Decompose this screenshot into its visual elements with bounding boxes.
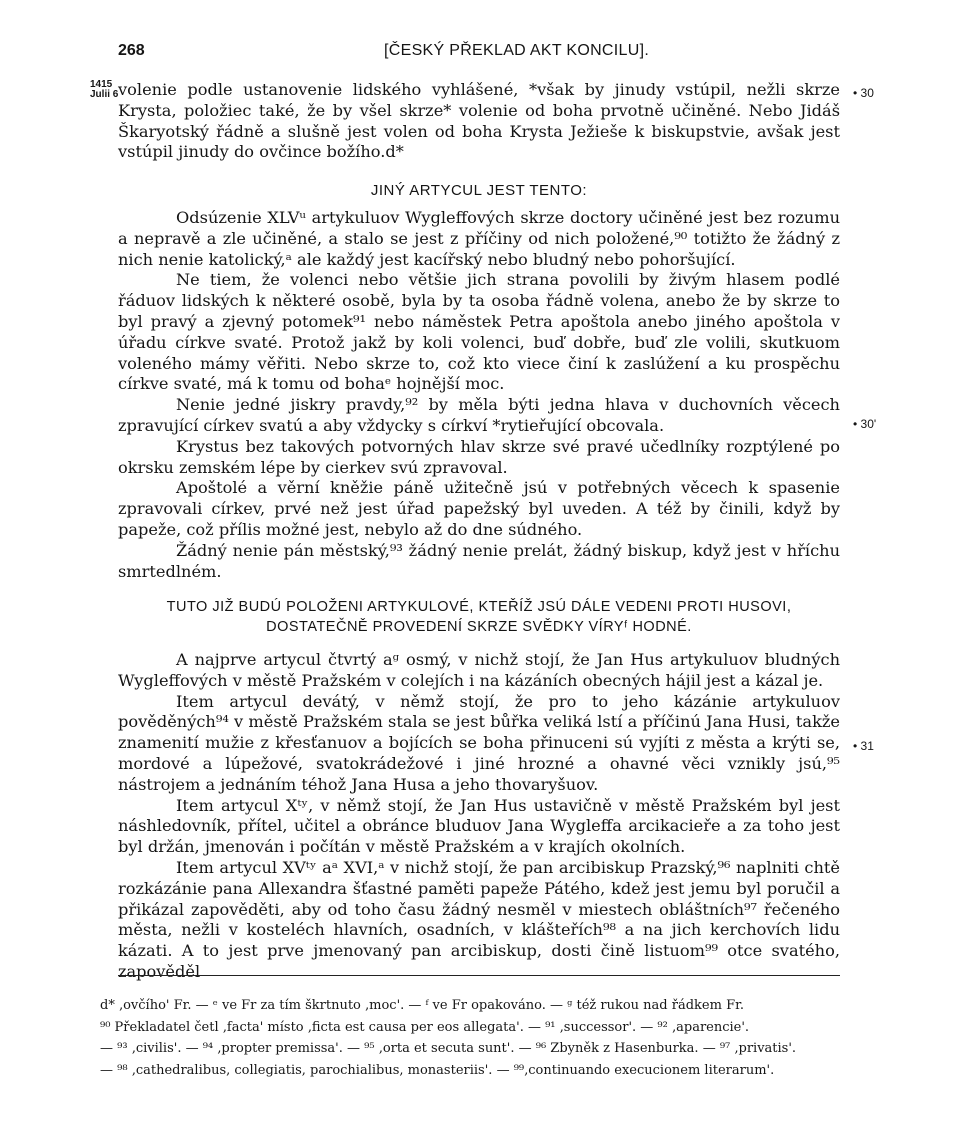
paragraph: Item artycul Xᵗʸ, v němž stojí, že Jan Hus ustavičně v městě Pražském byl jest náshledovník, přítel, učitel a obránce bluduov Jana Wygleffa arcikacieře a za toho jest byl držán, jmenován i počítán v městě Pražském a v krajích okolních. [118,795,840,857]
margin-year: 1415 [90,79,113,90]
margin-folio-mark: • 30 [853,86,874,100]
paragraph: Item artycul devátý, v němž stojí, že pro to jeho kázánie artykuluov pověděných⁹⁴ v městě Pražském stala se jest bůřka veliká lstí a příčinú Jana Husi, takže znamenití mužie z křesťanuov a bojících se boha přinuceni sú vyjíti z města a krýti se, mordové a lúpežové, svatokrádežové i jiné hrozné a ohavné věci vznikly jsú,⁹⁵ nástrojem a jednáním téhož Jana Husa a jeho thovaryšuov. [118,691,840,794]
section-heading: JINÝ ARTYCUL JEST TENTO: [370,182,588,199]
running-title: [ČESKÝ PŘEKLAD AKT KONCILU]. [384,42,650,59]
intro-paragraph [118,80,840,163]
section-1-body [118,208,840,582]
section-heading: TUTO JIŽ BUDÚ POLOŽENI ARTYKULOVÉ, KTEŘÍŽ JSÚ DÁLE VEDENI PROTI HUSOVI, DOSTATEČNĚ PROVEDENÍ SKRZE SVĚDKY VÍRYᶠ HODNÉ. [166,599,792,635]
paragraph: Nenie jedné jiskry pravdy,⁹² by měla býti jedna hlava v duchovních věcech zpravující církev svatú a aby vždycky s církví *rytieřující obcovala. [118,395,840,435]
footnote-line: — ⁹³ ‚civilis'. — ⁹⁴ ‚propter premissa'. — ⁹⁵ ‚orta et secuta sunt'. — ⁹⁶ Zbyněk z Hasenburka. — ⁹⁷ ‚privatis'. [100,1041,797,1056]
paragraph: Item artycul XVᵗʸ aᵃ XVI,ᵃ v nichž stojí, že pan arcibiskup Prazský,⁹⁶ naplniti chtě rozkázánie pana Allexandra šťastné paměti papeže Pátého, kdež jest jemu byl poručil a přikázal zapověděti, aby od toho času žádný nesměl v miestech obláštních⁹⁷ řečeného města, nežli v kosteléch hlavních, osadních, v klášteřích⁹⁸ a na jich kerchovích lidu kázati. A to jest prve jmenovaný pan arcibiskup, dosti čině listuom⁹⁹ otce svatého, zapověděl [118,857,840,981]
paragraph: Odsúzenie XLVᵘ artykuluov Wygleffových skrze doctory učiněné jest bez rozumu a nepravě a zle učiněné, a stalo se jest z příčiny od nich položené,⁹⁰ totižto že žádný z nich nenie katolický,ᵃ ale každý jest kacířský nebo bludný nebo pohoršující. [118,208,840,269]
paragraph: Žádný nenie pán městský,⁹³ žádný nenie prelát, žádný biskup, když jest v hříchu smrtedlném. [118,540,840,581]
footnote-line: ⁹⁰ Překladatel četl ‚facta' místo ‚ficta est causa per eos allegata'. — ⁹¹ ‚successor'. — ⁹² ‚aparencie'. [100,1019,750,1035]
paragraph: Apoštolé a věrní kněžie páně užitečně jsú v potřebných věcech k spasenie zpravovali církev, prvé než jest úřad papežský byl uveden. A též by činili, když by papeže, což přílis možné jest, nebylo až do dne súdného. [118,478,840,539]
page-header [118,42,840,66]
section-2-body [118,650,840,983]
paragraph: Ne tiem, že volenci nebo většie jich strana povolili by živým hlasem podlé řáduov lidských k některé osobě, byla by ta osoba řádně volena, anebo že by skrze to byl pravý a zjevný potomek⁹¹ nebo náměstek Petra apoštola anebo jiného apoštola v úřadu církve svaté. Protož jakž by koli volenci, buď dobře, buď zle volili, skutkuom voleného mámy věřiti. Nebo skrze to, což kto viece činí k zaslúžení a ku prospěchu církve svaté, má k tomu od bohaᵉ hojnější moc. [118,270,840,394]
paragraph: A najprve artycul čtvrtý aᵍ osmý, v nichž stojí, že Jan Hus artykuluov bludných Wygleffových v městě Pražském v colejích i na kázáních obecných hájil jest a kázal je. [118,650,840,690]
margin-folio-mark: • 30' [853,417,877,431]
paragraph: Krystus bez takových potvorných hlav skrze své pravé učedlníky rozptýlené po okrsku zemském lépe by cierkev svú zpravoval. [118,436,840,477]
margin-folio-mark: • 31 [853,739,874,753]
footnotes [100,995,850,1081]
page-number: 268 [118,42,145,59]
margin-date: Julii 6 [90,89,119,100]
footnote-divider [118,975,840,976]
paragraph: volenie podle ustanovenie lidského vyhlášené, *však by jinudy vstúpil, nežli skrze Krysta, položiec také, že by všel skrze* volenie od boha prvotně učiněné. Nebo Jidáš Škaryotský řádně a slušně jest volen od boha Krysta Ježieše k biskupstvie, avšak jest vstúpil jinudy do ovčince božího.d* [118,80,840,162]
footnote-line: d* ‚ovčího' Fr. — ᵉ ve Fr za tím škrtnuto ‚moc'. — ᶠ ve Fr opakováno. — ᵍ též rukou nad řádkem Fr. [100,998,745,1013]
footnote-line: — ⁹⁸ ‚cathedralibus, collegiatis, parochialibus, monasteriis'. — ⁹⁹‚continuando execucionem literarum'. [100,1062,775,1078]
